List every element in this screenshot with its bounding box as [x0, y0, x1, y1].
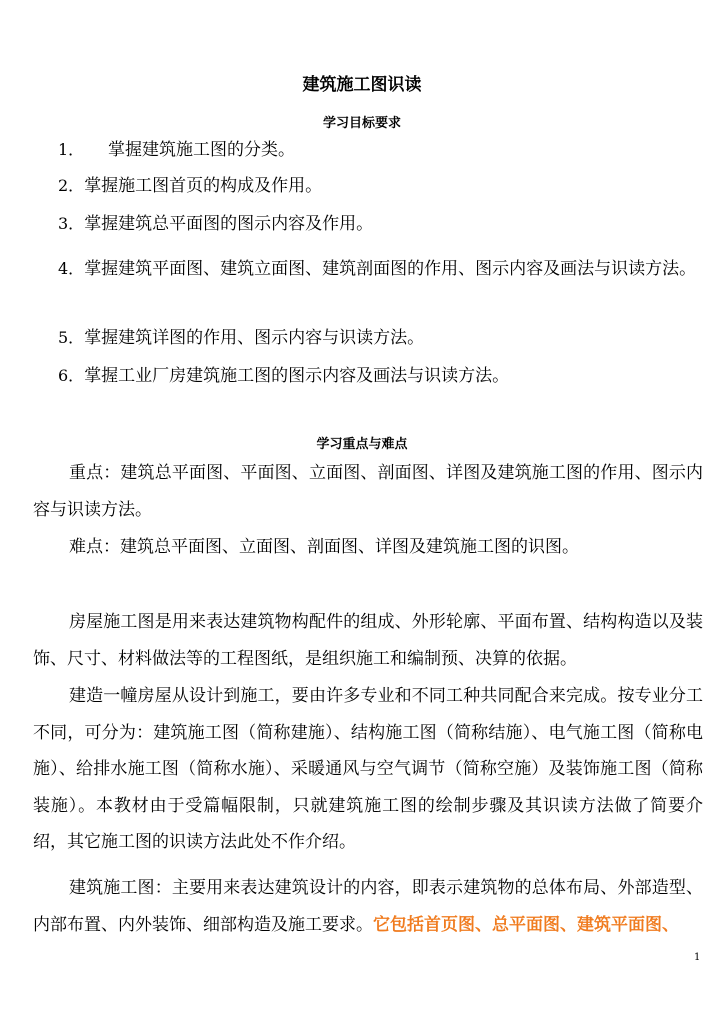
- body-paragraph-3: [33, 870, 703, 943]
- body-paragraph-1: 房屋施工图是用来表达建筑物构配件的组成、外形轮廓、平面布置、结构构造以及装饰、尺寸、材料做法等的工程图纸，是组织施工和编制预、决算的依据。: [33, 612, 703, 669]
- goal-number: 1．: [58, 140, 85, 159]
- key-points-paragraph: 重点：建筑总平面图、平面图、立面图、剖面图、详图及建筑施工图的作用、图示内容与识读方法。: [33, 463, 703, 520]
- goal-text: 掌握建筑详图的作用、图示内容与识读方法。: [84, 328, 425, 348]
- goal-text: 掌握工业厂房建筑施工图的图示内容及画法与识读方法。: [84, 366, 510, 386]
- goal-number: 4．: [58, 259, 85, 278]
- page-number: 1: [694, 952, 701, 963]
- goal-text: 掌握建筑施工图的分类。: [108, 140, 295, 160]
- goal-item-1: [58, 138, 84, 162]
- goal-text: 掌握施工图首页的构成及作用。: [84, 176, 323, 196]
- goal-item-6: [58, 364, 509, 388]
- goal-number: 3．: [58, 214, 85, 233]
- paragraph-3-text: 建筑施工图：主要用来表达建筑设计的内容，即表示建筑物的总体布局、外部造型、内部布置、内外装饰、细部构造及施工要求。: [33, 878, 703, 935]
- goal-number: 5．: [58, 328, 85, 347]
- goal-number: 6．: [58, 366, 85, 385]
- goals-heading: 学习目标要求: [322, 116, 401, 131]
- highlighted-text: 它包括首页图、总平面图、建筑平面图、: [373, 914, 679, 935]
- goal-item-4: [58, 250, 706, 288]
- focus-heading: 学习重点与难点: [316, 437, 408, 452]
- difficulties-paragraph: 难点：建筑总平面图、立面图、剖面图、详图及建筑施工图的识图。: [69, 537, 579, 557]
- document-title: 建筑施工图识读: [302, 75, 422, 95]
- goal-text: 掌握建筑总平面图的图示内容及作用。: [84, 214, 374, 234]
- goal-item-2: [58, 174, 322, 198]
- goal-text: 掌握建筑平面图、建筑立面图、建筑剖面图的作用、图示内容及画法与识读方法。: [84, 259, 697, 279]
- goal-number: 2．: [58, 176, 85, 195]
- goal-item-3: [58, 212, 373, 236]
- body-paragraph-2: 建造一幢房屋从设计到施工，要由许多专业和不同工种共同配合来完成。按专业分工不同，可分为：建筑施工图（简称建施）、结构施工图（简称结施）、电气施工图（简称电施）、给排水施工图（简称水施）、采暖通风与空气调节（简称空施）及装饰施工图（简称装施）。本教材由于受篇幅限制，只就建筑施工图的绘制步骤及其识读方法做了简要介绍，其它施工图的识读方法此处不作介绍。: [33, 686, 703, 853]
- goal-item-5: [58, 326, 424, 350]
